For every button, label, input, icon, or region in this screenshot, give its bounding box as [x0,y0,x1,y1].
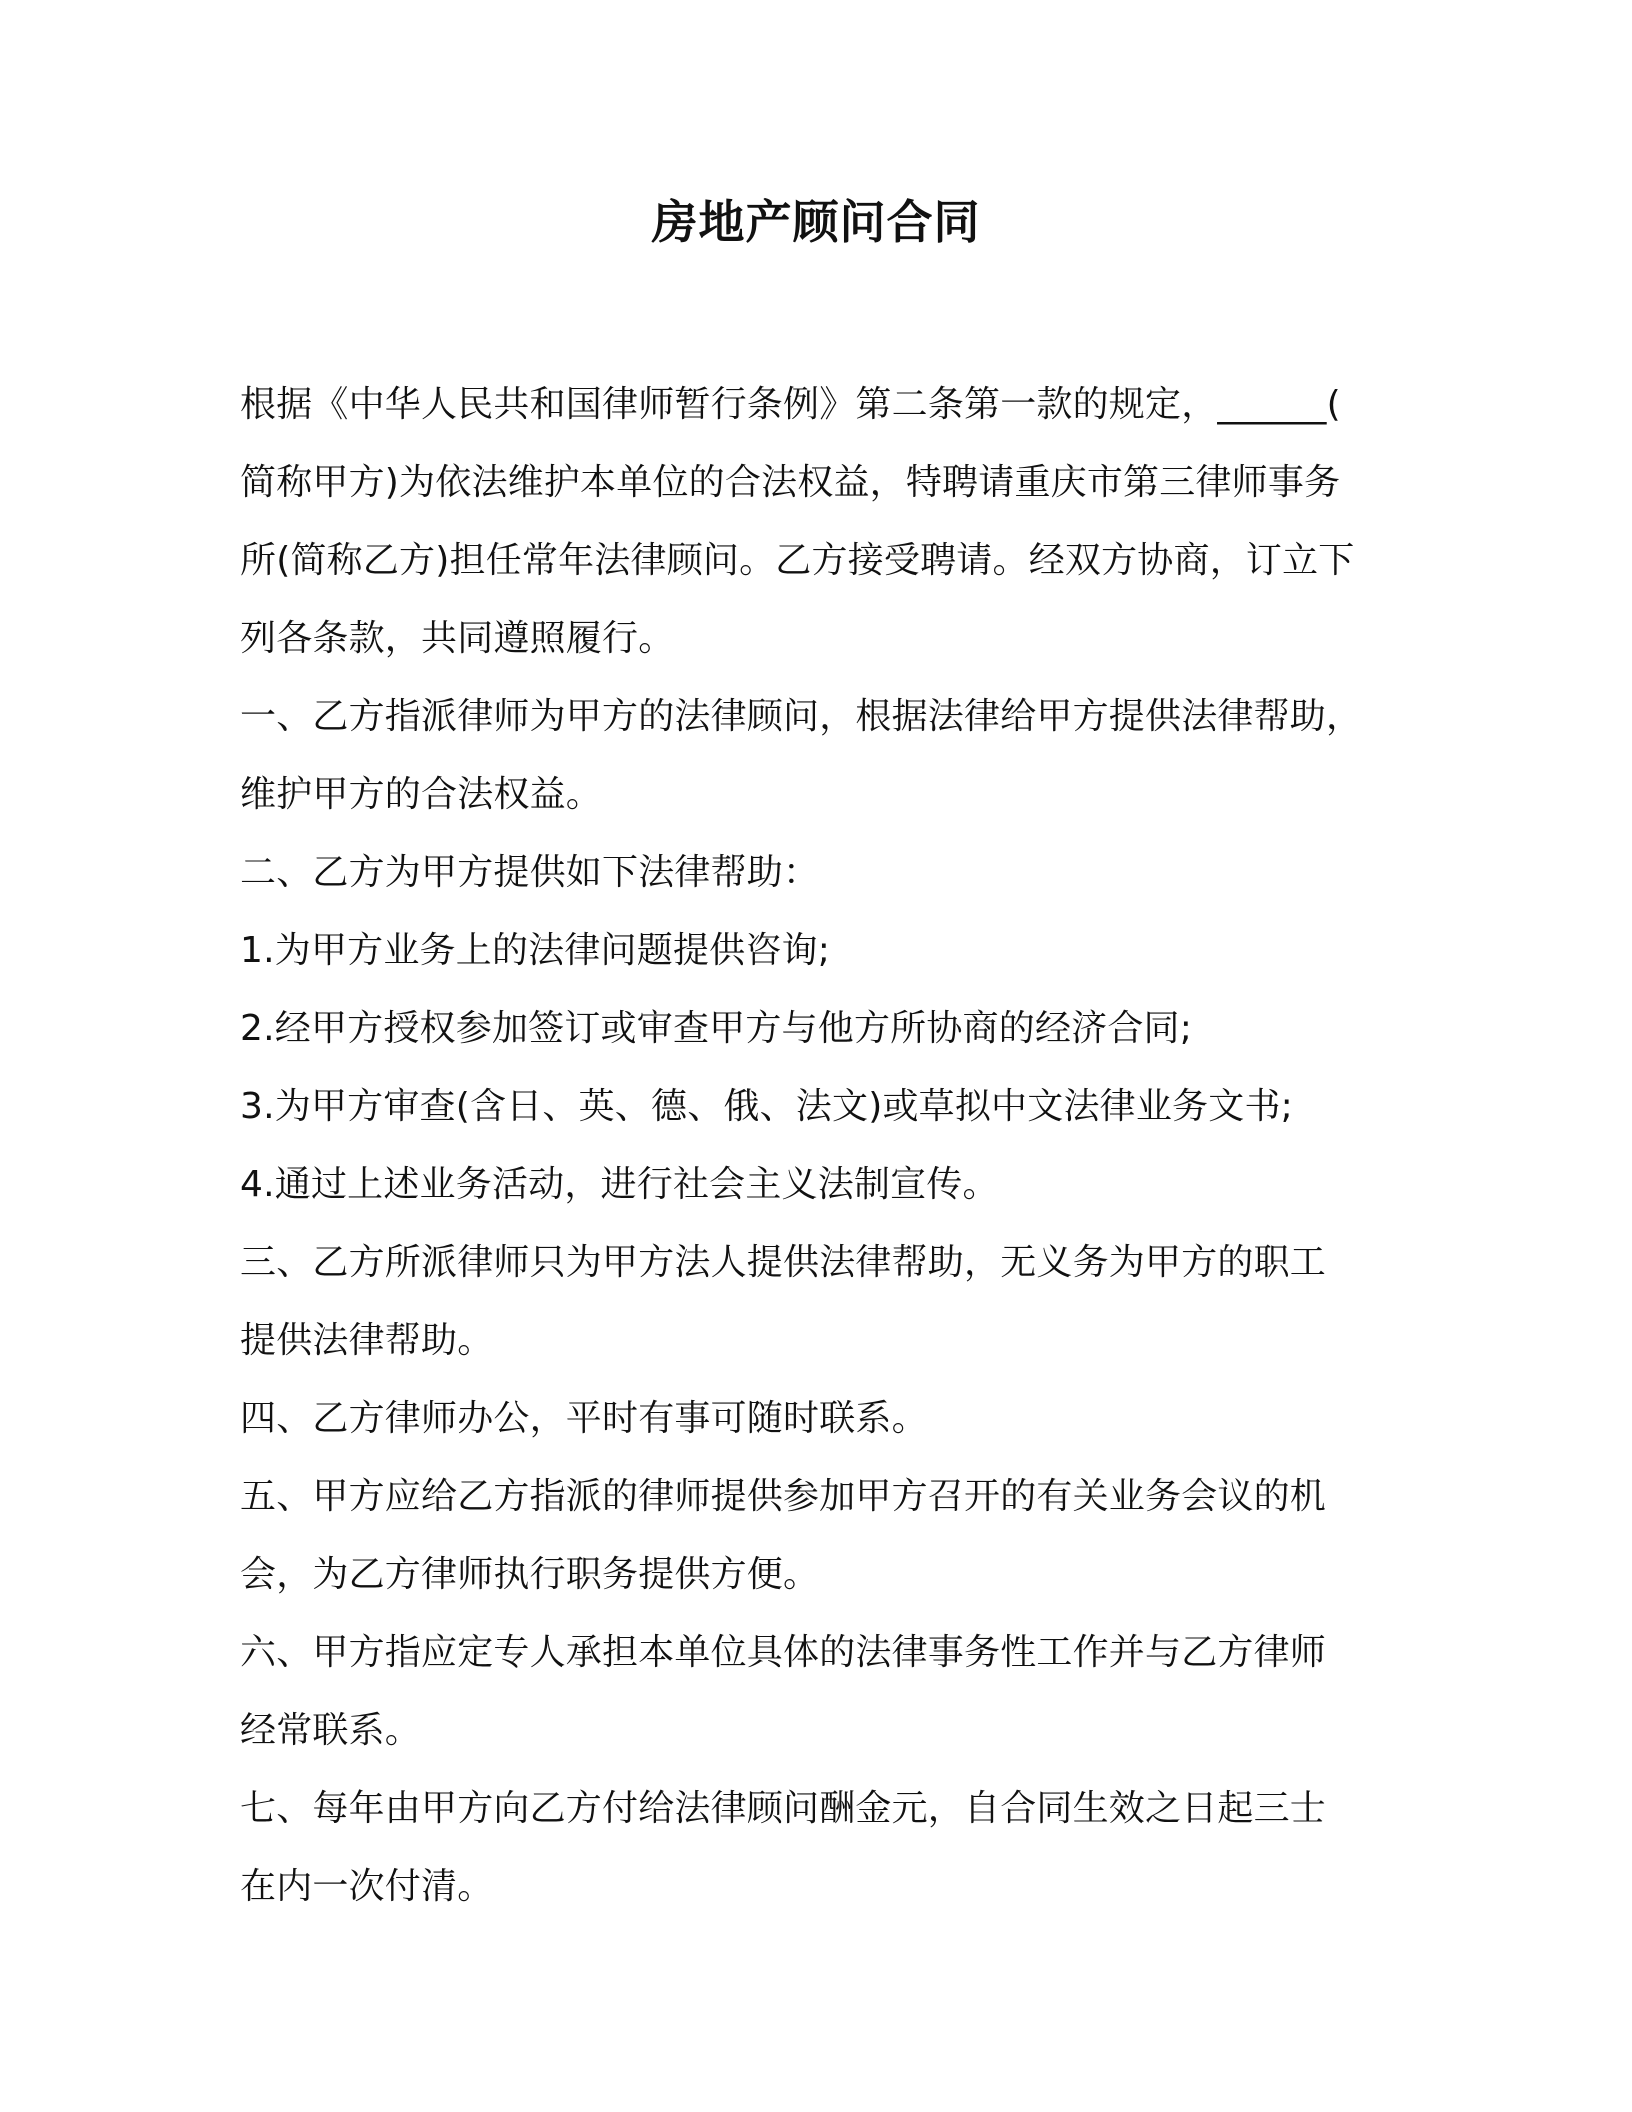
body-line: 3.为甲方审查(含日、英、德、俄、法文)或草拟中文法律业务文书; [240,1086,1293,1127]
body-line: 所(简称乙方)担任常年法律顾问。乙方接受聘请。经双方协商，订立下 [240,540,1355,581]
body-line: 维护甲方的合法权益。 [240,774,603,815]
document-title: 房地产顾问合同 [651,195,981,249]
body-line: 经常联系。 [240,1710,422,1751]
body-line: 六、甲方指应定专人承担本单位具体的法律事务性工作并与乙方律师 [240,1632,1327,1673]
body-line: 四、乙方律师办公，平时有事可随时联系。 [240,1398,928,1439]
body-line: 简称甲方)为依法维护本单位的合法权益，特聘请重庆市第三律师事务 [240,462,1341,503]
body-line: 一、乙方指派律师为甲方的法律顾问，根据法律给甲方提供法律帮助， [240,696,1363,737]
body-line: 提供法律帮助。 [240,1320,494,1361]
body-line: 会，为乙方律师执行职务提供方便。 [240,1554,820,1595]
body-line: 根据《中华人民共和国律师暂行条例》第二条第一款的规定，______( [240,384,1341,425]
body-line: 二、乙方为甲方提供如下法律帮助： [240,852,820,893]
body-line: 在内一次付清。 [240,1866,494,1907]
body-line: 五、甲方应给乙方指派的律师提供参加甲方召开的有关业务会议的机 [240,1476,1327,1517]
body-line: 七、每年由甲方向乙方付给法律顾问酬金元，自合同生效之日起三士 [240,1788,1327,1829]
body-line: 4.通过上述业务活动，进行社会主义法制宣传。 [240,1164,999,1205]
document-body [240,366,1392,1926]
body-line: 2.经甲方授权参加签订或审查甲方与他方所协商的经济合同; [240,1008,1193,1049]
body-line: 三、乙方所派律师只为甲方法人提供法律帮助，无义务为甲方的职工 [240,1242,1327,1283]
body-line: 1.为甲方业务上的法律问题提供咨询; [240,930,831,971]
body-line: 列各条款，共同遵照履行。 [240,618,675,659]
